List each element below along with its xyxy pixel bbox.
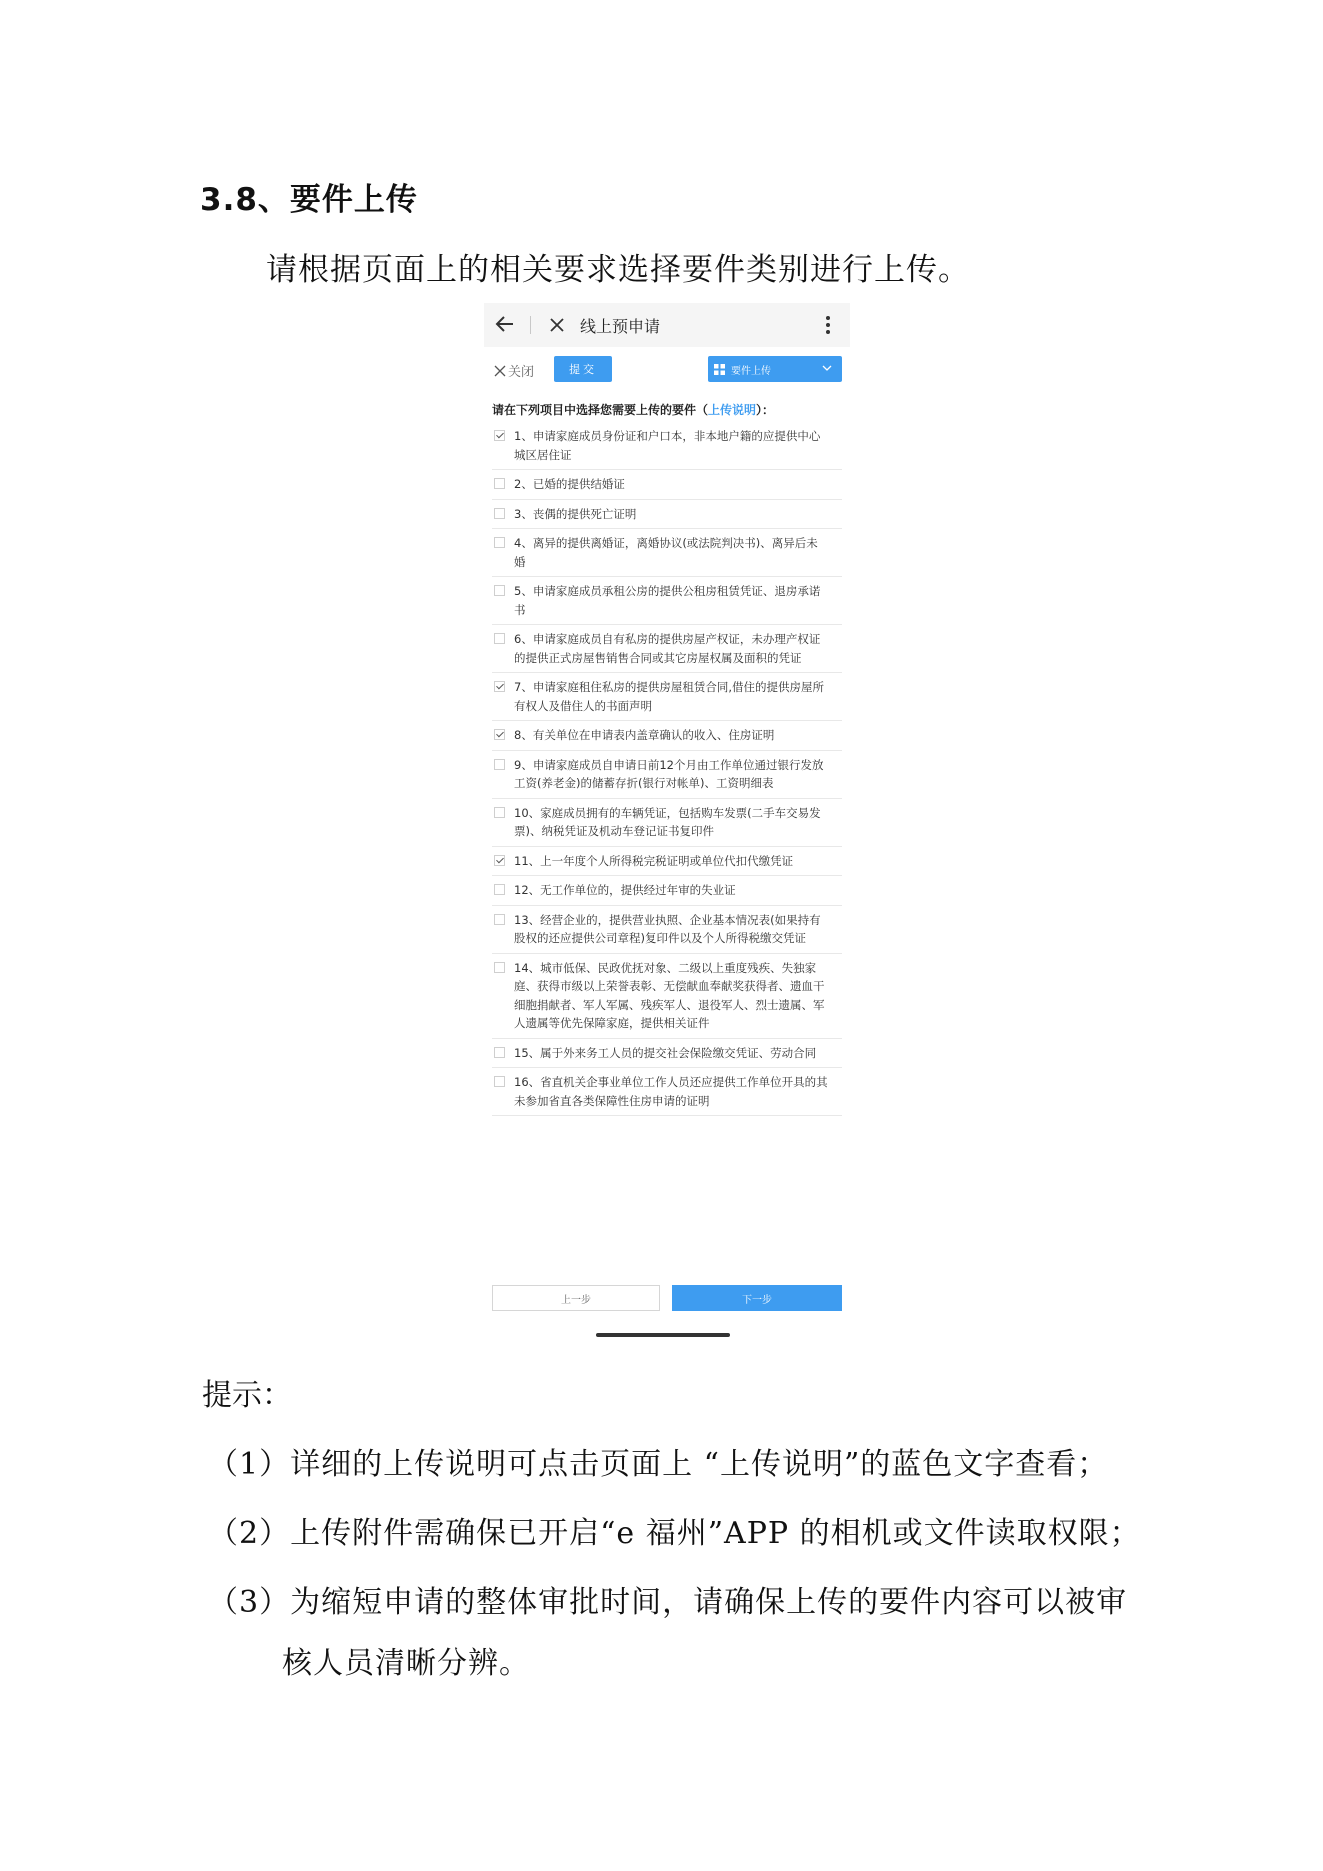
- item-label: 6、申请家庭成员自有私房的提供房屋产权证，未办理产权证的提供正式房屋售销售合同或其它房屋权属及面积的凭证: [514, 632, 821, 665]
- upload-instructions-link[interactable]: 上传说明: [708, 403, 757, 417]
- chevron-down-icon: [822, 364, 832, 372]
- list-item[interactable]: [492, 577, 842, 625]
- list-item[interactable]: [492, 751, 842, 799]
- back-arrow-icon[interactable]: [494, 313, 516, 335]
- hint-item: （2）上传附件需确保已开启“e 福州”APP 的相机或文件读取权限；: [208, 1516, 1141, 1551]
- list-item[interactable]: [492, 906, 842, 954]
- list-item[interactable]: [492, 954, 842, 1039]
- list-item[interactable]: [492, 470, 842, 500]
- checkbox[interactable]: [494, 537, 505, 548]
- list-item[interactable]: [492, 1039, 842, 1069]
- next-step-button[interactable]: 下一步: [672, 1285, 842, 1311]
- checkbox[interactable]: [494, 1076, 505, 1087]
- checkbox[interactable]: [494, 807, 505, 818]
- item-label: 14、城市低保、民政优抚对象、二级以上重度残疾、失独家庭、获得市级以上荣誉表彰、无偿献血奉献奖获得者、遗血干细胞捐献者、军人军属、残疾军人、退役军人、烈士遗属、军人遗属等优先保障家庭，提供相关证件: [514, 960, 825, 1030]
- checkbox[interactable]: [494, 855, 505, 866]
- item-label: 5、申请家庭成员承租公房的提供公租房租赁凭证、退房承诺书: [514, 584, 821, 617]
- toolbar: [484, 347, 850, 393]
- list-item[interactable]: [492, 847, 842, 877]
- item-label: 12、无工作单位的，提供经过年审的失业证: [514, 883, 736, 897]
- instruction-prefix: 请在下列项目中选择您需要上传的要件（: [492, 403, 709, 417]
- item-label: 13、经营企业的，提供营业执照、企业基本情况表(如果持有股权的还应提供公司章程)复印件以及个人所得税缴交凭证: [514, 912, 821, 945]
- item-label: 16、省直机关企事业单位工作人员还应提供工作单位开具的其未参加省直各类保障性住房申请的证明: [514, 1075, 828, 1108]
- checkbox[interactable]: [494, 508, 505, 519]
- checkbox[interactable]: [494, 884, 505, 895]
- list-item[interactable]: [492, 721, 842, 751]
- checkbox[interactable]: [494, 914, 505, 925]
- list-item[interactable]: [492, 799, 842, 847]
- close-icon[interactable]: [548, 316, 566, 334]
- checkbox[interactable]: [494, 478, 505, 489]
- category-select-value: 要件上传: [731, 365, 771, 377]
- list-item[interactable]: [492, 500, 842, 530]
- instruction-text: [492, 401, 774, 418]
- checkbox[interactable]: [494, 681, 505, 692]
- category-select[interactable]: [708, 356, 842, 382]
- list-item[interactable]: [492, 422, 842, 470]
- checkbox[interactable]: [494, 962, 505, 973]
- grid-icon: [714, 364, 725, 375]
- app-title: 线上预申请: [580, 317, 661, 336]
- close-x-icon: [494, 365, 506, 377]
- item-label: 9、申请家庭成员自申请日前12个月由工作单位通过银行发放工资(养老金)的储蓄存折(银行对帐单)、工资明细表: [514, 757, 824, 790]
- submit-button[interactable]: 提交: [554, 356, 612, 382]
- hint-item: （3）为缩短申请的整体审批时间，请确保上传的要件内容可以被审: [208, 1585, 1128, 1620]
- list-item[interactable]: [492, 1068, 842, 1116]
- step-buttons: [492, 1285, 842, 1311]
- close-button[interactable]: [494, 361, 534, 380]
- header-divider: [530, 316, 531, 334]
- item-label: 8、有关单位在申请表内盖章确认的收入、住房证明: [514, 728, 775, 742]
- phone-screenshot: [484, 303, 850, 1338]
- checkbox[interactable]: [494, 1047, 505, 1058]
- checkbox[interactable]: [494, 430, 505, 441]
- item-label: 7、申请家庭租住私房的提供房屋租赁合同,借住的提供房屋所有权人及借住人的书面声明: [514, 680, 824, 713]
- hint-item-continuation: 核人员清晰分辨。: [282, 1646, 530, 1681]
- list-item[interactable]: [492, 673, 842, 721]
- home-indicator: [596, 1333, 730, 1337]
- item-label: 11、上一年度个人所得税完税证明或单位代扣代缴凭证: [514, 853, 794, 868]
- list-item[interactable]: [492, 625, 842, 673]
- checkbox[interactable]: [494, 633, 505, 644]
- intro-paragraph: 请根据页面上的相关要求选择要件类别进行上传。: [266, 252, 970, 288]
- close-label: 关闭: [508, 365, 535, 380]
- section-heading: 3.8、要件上传: [200, 182, 418, 218]
- more-vertical-icon[interactable]: [826, 315, 830, 335]
- item-label: 3、丧偶的提供死亡证明: [514, 506, 637, 521]
- instruction-suffix: ）：: [756, 403, 775, 417]
- list-item[interactable]: [492, 876, 842, 906]
- item-label: 10、家庭成员拥有的车辆凭证，包括购车发票(二手车交易发票)、纳税凭证及机动车登记证书复印件: [514, 805, 821, 838]
- item-label: 15、属于外来务工人员的提交社会保险缴交凭证、劳动合同: [514, 1045, 817, 1060]
- previous-step-button[interactable]: 上一步: [492, 1285, 660, 1311]
- hint-item: （1）详细的上传说明可点击页面上 “上传说明”的蓝色文字查看；: [208, 1447, 1109, 1482]
- checkbox[interactable]: [494, 729, 505, 740]
- item-label: 1、申请家庭成员身份证和户口本，非本地户籍的应提供中心城区居住证: [514, 429, 821, 462]
- list-item[interactable]: [492, 529, 842, 577]
- item-label: 2、已婚的提供结婚证: [514, 477, 625, 491]
- app-header: [484, 303, 850, 347]
- item-label: 4、离异的提供离婚证，离婚协议(或法院判决书)、离异后未婚: [514, 536, 818, 569]
- document-checklist: [492, 422, 842, 1116]
- checkbox[interactable]: [494, 759, 505, 770]
- checkbox[interactable]: [494, 585, 505, 596]
- hints-title: 提示：: [202, 1378, 292, 1413]
